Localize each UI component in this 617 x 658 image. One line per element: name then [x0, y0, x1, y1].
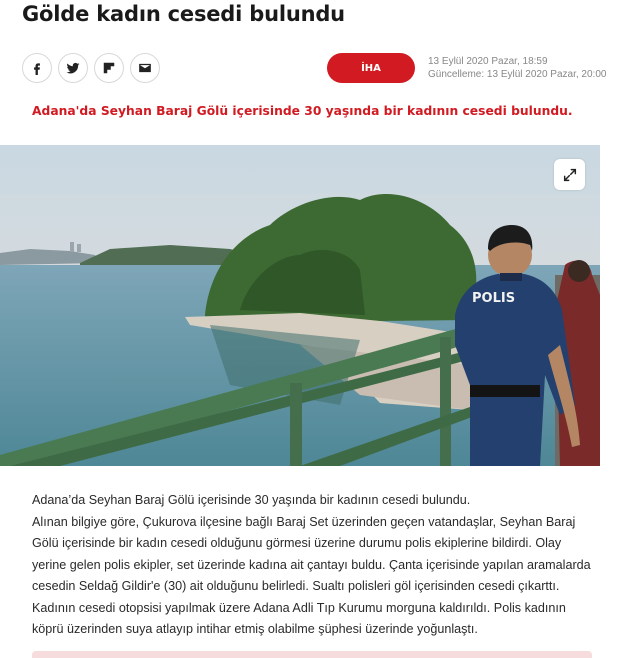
facebook-icon: [30, 61, 44, 75]
twitter-icon: [66, 61, 80, 75]
article-photo[interactable]: [0, 145, 600, 466]
updated-date: Güncelleme: 13 Eylül 2020 Pazar, 20:00: [428, 69, 607, 80]
photo-illustration: [0, 145, 600, 466]
article-lead: Adana'da Seyhan Baraj Gölü içerisinde 30 yaşında bir kadının cesedi bulundu.: [32, 104, 573, 118]
body-paragraph: Alınan bilgiye göre, Çukurova ilçesine bağlı Baraj Set üzerinden geçen vatandaşlar, Seyhan Baraj Gölü içerisinde bir kadın cesedi olduğunu görmesi üzerine durumu polis ekiplerine bildirdi. Olay yerine gelen polis ekipler, set üzerinde kadına ait çantayı buldu. Çanta içerisinde yapılan aramalarda cesedin Seldağ Gildir'e (30) ait olduğunu belirledi. Sualtı polisleri göl içerisinden cesedi çıkarttı. Kadının cesedi otopsisi yapılmak üzere Adana Adli Tıp Kurumu morguna kaldırıldı. Polis kadının köprü üzerinden suya atlayıp intihar etmiş olabilme şüphesi üzerinde yoğunlaştı.: [32, 514, 591, 636]
article-title: Gölde kadın cesedi bulundu: [22, 2, 345, 26]
share-buttons: [22, 53, 160, 83]
police-vest-text: POLIS: [472, 291, 516, 306]
next-section-edge: [32, 651, 592, 658]
flipboard-icon: [102, 61, 116, 75]
expand-icon: [562, 167, 578, 183]
share-flipboard-button[interactable]: [94, 53, 124, 83]
mail-icon: [138, 61, 152, 75]
source-badge[interactable]: İHA: [327, 53, 415, 83]
share-mail-button[interactable]: [130, 53, 160, 83]
body-paragraph: Adana’da Seyhan Baraj Gölü içerisinde 30 yaşında bir kadının cesedi bulundu.: [32, 493, 471, 507]
published-date: 13 Eylül 2020 Pazar, 18:59: [428, 56, 548, 67]
expand-photo-button[interactable]: [554, 159, 585, 190]
article-dates: [428, 55, 606, 81]
share-twitter-button[interactable]: [58, 53, 88, 83]
article-body: [32, 490, 592, 641]
share-facebook-button[interactable]: [22, 53, 52, 83]
